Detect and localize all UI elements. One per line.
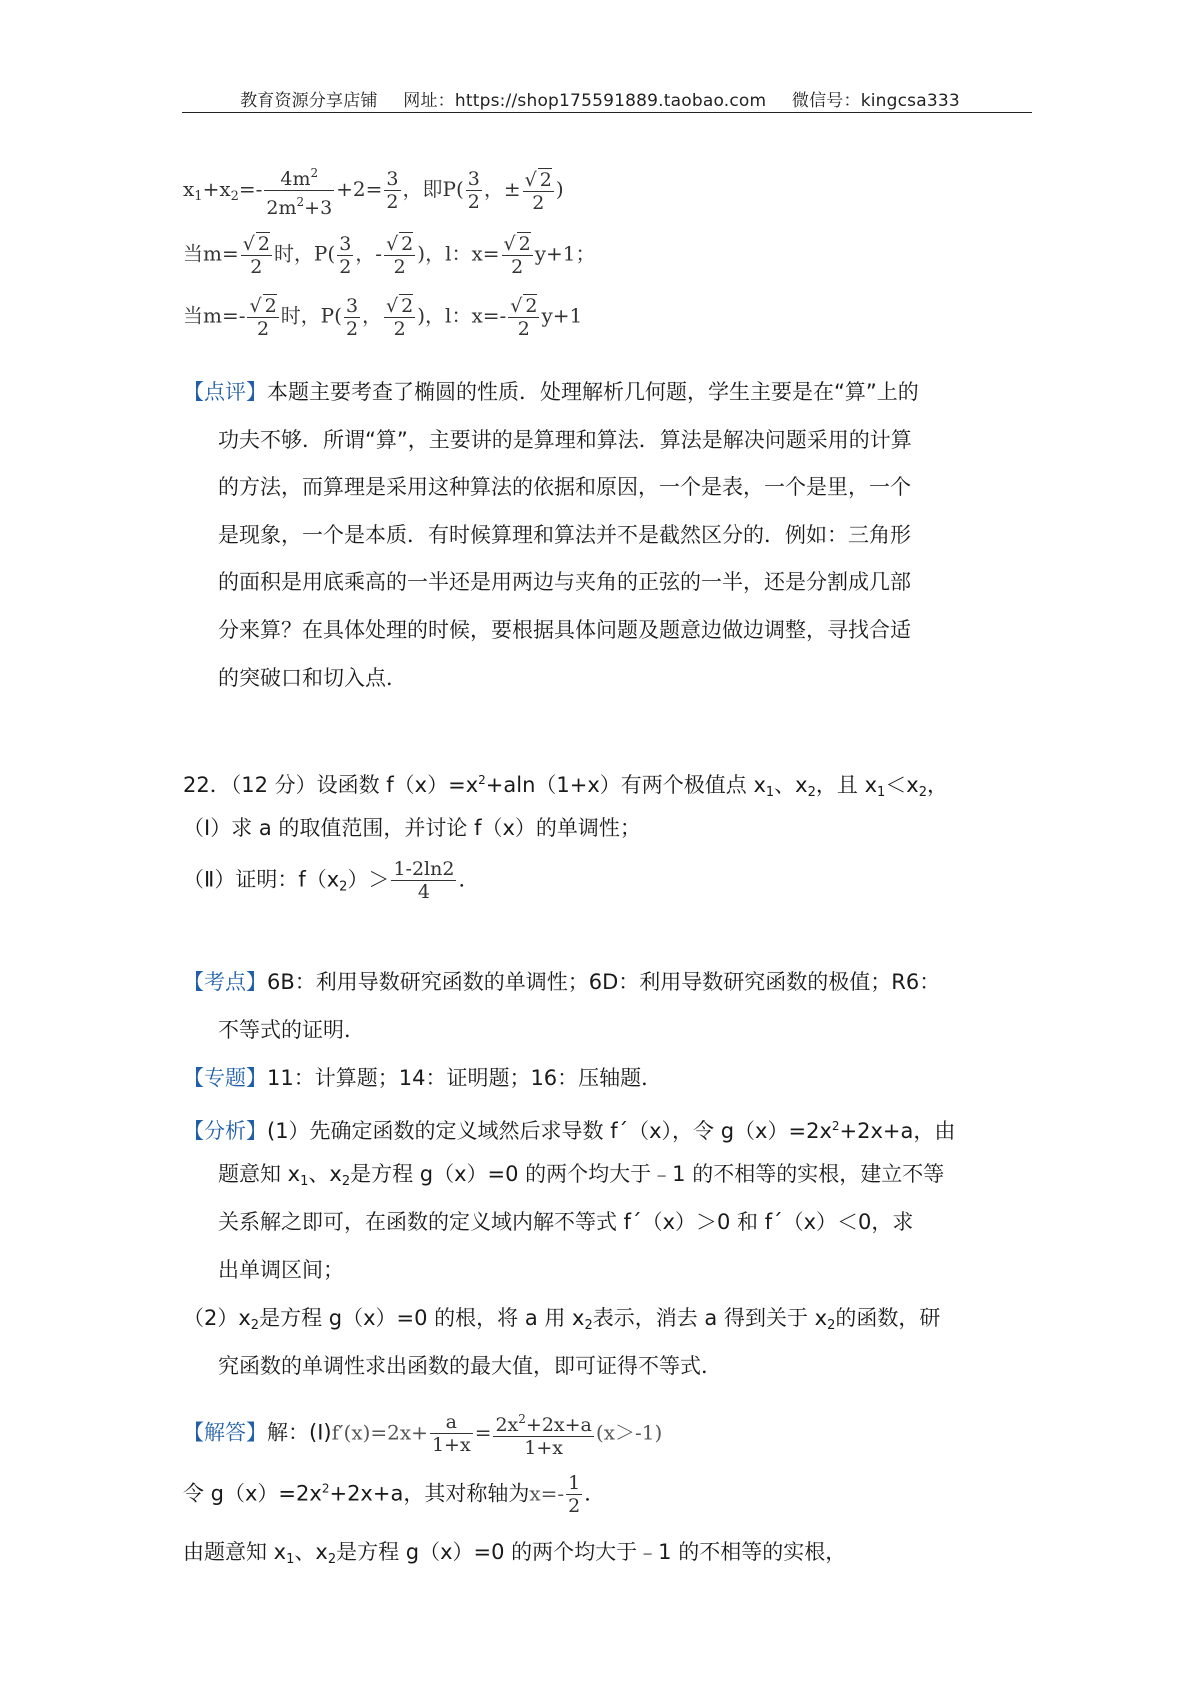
- math-line-3: 当m=- $\frac{√ 2}{2}$ 时，P( $\frac{3}{2}$ ， $\frac{√ 2}{2}$ )，l：x=- $\frac{√ 2}{2}$ y+1: [183, 294, 583, 340]
- fenxi-line-6: 究函数的单调性求出函数的最大值，即可证得不等式．: [218, 1354, 722, 1378]
- fenxi-line-5: $(2)x_2$是方程 g（x）=0 的根，将 a 用 $x_2$表示，消去 a 得到关于 $x_2$的函数，研: [183, 1306, 941, 1333]
- fraction: $\frac{4m^2}{2m^2+3}$: [264, 162, 334, 219]
- comment-line-3: 的方法，而算理是采用这种算法的依据和原因，一个是表，一个是里，一个: [218, 475, 911, 499]
- math-line-1: $x_1+x_2=-$ $\frac{4m^2}{2m^2+3}$ +2= $\frac{3}{2}$ ，即P( $\frac{3}{2}$ ，± $\frac{√ 2}{2}$ ): [183, 162, 564, 219]
- page-header: [0, 86, 1200, 111]
- wechat-id: 微信号：kingcsa333: [791, 91, 960, 111]
- jieda-tag: 【解答】: [183, 1420, 267, 1445]
- fraction: $\frac{√ 2}{2}$: [510, 295, 538, 340]
- fenxi-line-2: 题意知 $x_1$、$x_2$是方程 g（x）=0 的两个均大于﹣1 的不相等的实根，建立不等: [218, 1162, 945, 1189]
- math-line-2: 当m= $\frac{√ 2}{2}$ 时，P( $\frac{3}{2}$ ，- $\frac{√ 2}{2}$ )，l：x= $\frac{√ 2}{2}$ y+1；: [183, 232, 596, 278]
- comment-line-5: 的面积是用底乘高的一半还是用两边与夹角的正弦的一半，还是分割成几部: [218, 570, 911, 594]
- shop-name: 教育资源分享店铺: [240, 91, 378, 111]
- fenxi-line-1: 【分析】(1）先确定函数的定义域然后求导数 f´（x），令 $g(x)=2x^2+2x+a$，由: [183, 1119, 956, 1143]
- comment-line-6: 分来算？在具体处理的时候，要根据具体问题及题意边做边调整，寻找合适: [218, 618, 911, 642]
- fraction: $\frac{a}{1+x}$: [431, 1411, 471, 1456]
- comment-line-7: 的突破口和切入点．: [218, 666, 407, 690]
- kaodian-line-1: 【考点】6B：利用导数研究函数的单调性；6D：利用导数研究函数的极值；R6：: [183, 970, 941, 994]
- jieda-line-1: 【解答】解：(Ⅰ)f′(x)=2x+ $\frac{a}{1+x}$ = $\frac{2x^2+2x+a}{1+x}$ (x＞-1): [183, 1408, 662, 1459]
- fraction: $\frac{√ 2}{2}$: [242, 233, 270, 278]
- zhuanti-line: 【专题】11：计算题；14：证明题；16：压轴题．: [183, 1066, 663, 1090]
- fenxi-tag: 【分析】: [183, 1119, 267, 1143]
- fraction: $\frac{1-2\ln 2}{4}$: [393, 858, 455, 903]
- kaodian-line-2: 不等式的证明．: [218, 1018, 365, 1042]
- fraction: $\frac{3}{2}$: [467, 168, 480, 213]
- jieda-line-2: 令 $g(x)=2x^2+2x+a$，其对称轴为x=- $\frac{1}{2}$ ．: [183, 1472, 606, 1517]
- header-rule: [182, 112, 1032, 113]
- fraction: $\frac{√ 2}{2}$: [524, 168, 552, 214]
- comment-line-1: 【点评】本题主要考查了椭圆的性质．处理解析几何题，学生主要是在“算”上的: [183, 380, 919, 404]
- shop-url: 网址：https://shop175591889.taobao.com: [403, 91, 767, 111]
- comment-line-2: 功夫不够．所谓“算”，主要讲的是算理和算法．算法是解决问题采用的计算: [218, 428, 912, 452]
- problem-part-1: （Ⅰ）求 a 的取值范围，并讨论 f（x）的单调性；: [183, 816, 641, 840]
- fraction: $\frac{√ 2}{2}$: [503, 233, 531, 278]
- fenxi-line-3: 关系解之即可，在函数的定义域内解不等式 f´（x）＞0 和 f´（x）＜0，求: [218, 1210, 914, 1234]
- fenxi-line-4: 出单调区间；: [218, 1258, 344, 1282]
- fraction: $\frac{√ 2}{2}$: [386, 233, 414, 278]
- comment-line-4: 是现象，一个是本质．有时候算理和算法并不是截然区分的．例如：三角形: [218, 523, 911, 547]
- fraction: $\frac{3}{2}$: [339, 232, 352, 278]
- zhuanti-tag: 【专题】: [183, 1066, 267, 1090]
- fraction: $\frac{2x^2+2x+a}{1+x}$: [493, 1408, 593, 1459]
- kaodian-tag: 【考点】: [183, 970, 267, 994]
- comment-tag: 【点评】: [183, 380, 267, 404]
- fraction: $\frac{3}{2}$: [345, 294, 359, 340]
- fraction: $\frac{1}{2}$: [568, 1472, 581, 1517]
- problem-part-2: （Ⅱ）证明：$f(x_2)>$ $\frac{1-2\ln 2}{4}$ ．: [183, 858, 480, 903]
- problem-statement: 22．（12 分）设函数 $f(x)=x^2+aln(1+x)$有两个极值点 $x_1$、$x_2$，且 $x_1<x_2$，: [183, 773, 948, 800]
- fraction: $\frac{√ 2}{2}$: [386, 295, 414, 340]
- fraction: $\frac{3}{2}$: [386, 168, 399, 213]
- jieda-line-3: 由题意知 $x_1$、$x_2$是方程 g（x）=0 的两个均大于﹣1 的不相等的实根，: [183, 1540, 847, 1567]
- fraction: $\frac{√ 2}{2}$: [249, 295, 277, 340]
